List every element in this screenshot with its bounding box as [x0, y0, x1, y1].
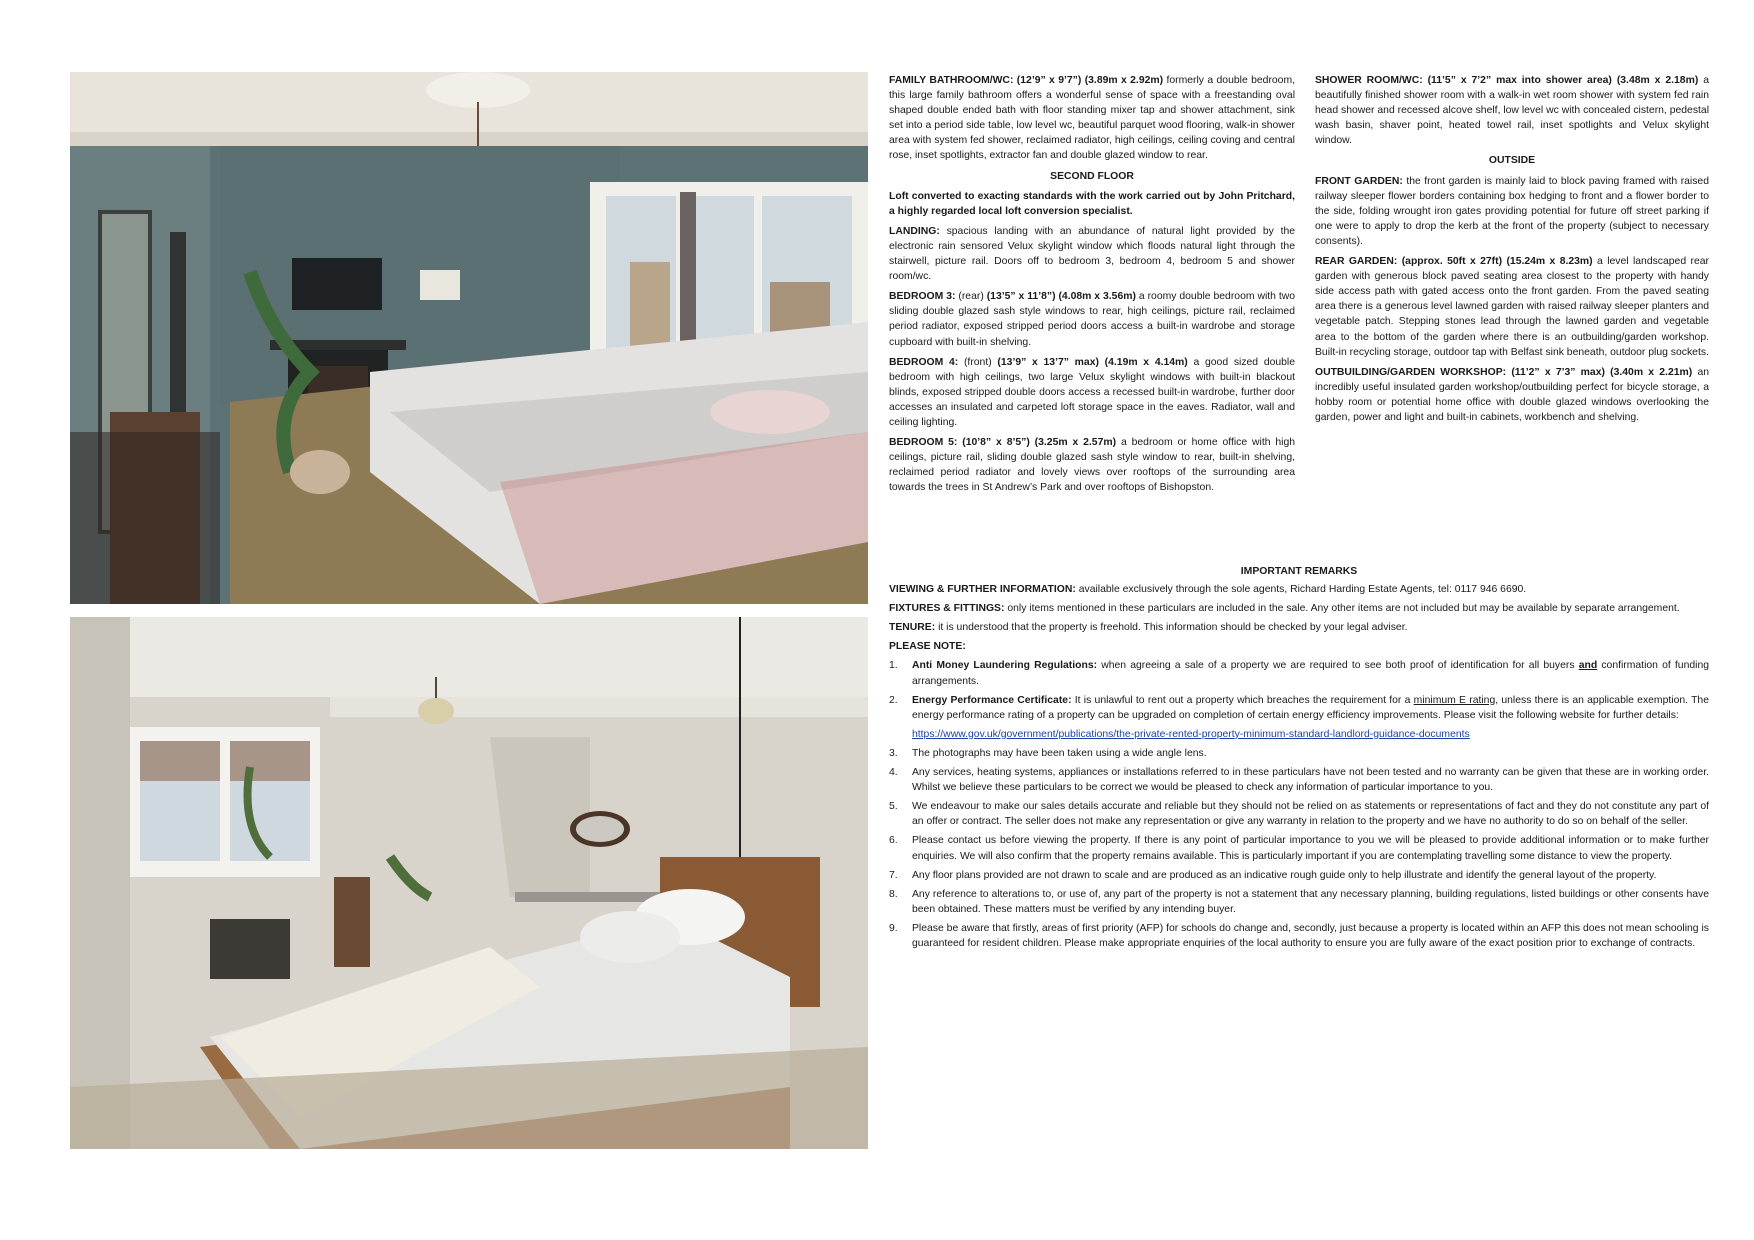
note-text: Any reference to alterations to, or use of, any part of the property is not a statement that any necessary planning, building regulations, listed buildings or other consents have been obtained. These matters must be verified by any intending buyer. [912, 888, 1709, 915]
note-underlined-text: and [1578, 660, 1598, 672]
tenure-paragraph [889, 620, 1709, 635]
text-column-right [1315, 73, 1709, 430]
note-number: 8. [889, 888, 898, 900]
bedroom5-size: (10’8” x 8’5”) (3.25m x 2.57m) [962, 437, 1117, 449]
bedroom4-size: (13’9” x 13’7” max) (4.19m x 4.14m) [997, 356, 1188, 368]
bedroom3-text: a roomy double bedroom with two sliding double glazed sash style windows to rear, high ceilings, picture rail, reclaimed period radiator, exposed stripped period doors access a built-in wardrobe and storage cupboard with built-in shelving. [889, 291, 1296, 348]
please-note-label [889, 639, 1709, 654]
text-column-left [889, 73, 1295, 500]
outside-heading: OUTSIDE [1488, 155, 1536, 167]
note-number: 2. [889, 694, 898, 706]
family-bathroom-text: formerly a double bedroom, this large family bathroom offers a wonderful sense of space with a freestanding oval shaped double ended bath with floor standing mixer tap and shower attachment, sink set into a period side table, low level wc, beautiful parquet wood flooring, walk-in shower area with system fed shower, reclaimed radiator, high ceilings, ceiling coving and central rose, inset spotlights, extractor fan and double glazed window to rear. [889, 75, 1296, 162]
note-item [889, 746, 1709, 761]
landing-label: LANDING: [889, 225, 940, 237]
note-text-continued: confirmation of funding arrangements. [912, 660, 1709, 687]
note-text: We endeavour to make our sales details accurate and reliable but they should not be relied on as statements or representations of fact and they do not constitute any part of an offer or contract. The seller does not make any representation or give any warranty in relation to the property and we have no authority to do so on behalf of the seller. [912, 801, 1709, 828]
bedroom3-size: (13’5” x 11’8”) (4.08m x 3.56m) [986, 291, 1136, 303]
family-bathroom-paragraph [889, 73, 1295, 164]
note-item [889, 833, 1709, 863]
front-garden-label: FRONT GARDEN: [1315, 175, 1403, 187]
bedroom5-label: BEDROOM 5: [889, 437, 958, 449]
bedroom4-position: (front) [963, 356, 992, 368]
viewing-text: available exclusively through the sole agents, Richard Harding Estate Agents, tel: 0117 946 6690. [1078, 584, 1527, 596]
notes-list [889, 658, 1709, 951]
bedroom5-paragraph [889, 435, 1295, 495]
bedroom-photo-2-image [70, 617, 868, 1149]
note-underlined-text: minimum E rating [1413, 694, 1496, 706]
second-floor-heading: SECOND FLOOR [1050, 170, 1134, 182]
note-number: 5. [889, 801, 898, 813]
note-number: 4. [889, 767, 898, 779]
note-label: Energy Performance Certificate: [912, 694, 1072, 706]
note-number: 6. [889, 835, 898, 847]
family-bathroom-size: (12’9” x 9’7”) (3.89m x 2.92m) [1016, 75, 1164, 86]
rear-garden-label: REAR GARDEN: [1315, 256, 1398, 268]
note-number: 7. [889, 869, 898, 881]
note-number: 1. [889, 660, 898, 672]
note-number: 3. [889, 747, 898, 759]
workshop-label: OUTBUILDING/GARDEN WORKSHOP: [1315, 366, 1507, 378]
note-text-continued: , unless there is an applicable exemption. The energy performance rating of a property can be upgraded on completion of certain energy efficiency improvements. Please visit the following website for further details: [912, 694, 1709, 721]
rear-garden-size: (approx. 50ft x 27ft) (15.24m x 8.23m) [1401, 256, 1593, 268]
tenure-text: it is understood that the property is freehold. This information should be checked by your legal adviser. [938, 622, 1408, 634]
please-note-text: PLEASE NOTE: [889, 641, 966, 653]
note-item [889, 693, 1709, 742]
note-item [889, 868, 1709, 883]
note-text: Please contact us before viewing the property. If there is any point of particular importance to you we will be pleased to provide additional information or to make further enquiries. We will also confirm that the property remains available. This is particularly important if you are contemplating travelling some distance to view the property. [912, 835, 1709, 862]
landing-text: spacious landing with an abundance of natural light provided by the electronic rain sensored Velux skylight window which floods natural light through the stairwell, picture rail. Doors off to bedroom 3, bedroom 4, bedroom 5 and shower room/wc. [889, 225, 1296, 283]
bedroom4-label: BEDROOM 4: [889, 356, 959, 368]
bedroom-photo-2 [70, 617, 868, 1149]
rear-garden-paragraph [1315, 254, 1709, 360]
landing-paragraph [889, 224, 1295, 284]
fixtures-text: only items mentioned in these particulars are included in the sale. Any other items are not included but may be available by separate arrangement. [1007, 603, 1680, 615]
rear-garden-text: a level landscaped rear garden with generous block paved seating area closest to the property with handy side access path with gated access onto the front garden. From the paved seating area there is a generous level lawned garden with raised railway sleeper planters and vegetable patch. Stepping stones lead through the lawned garden and vegetable area to the bottom of the garden where there is an outbuilding/garden workshop. Built-in recycling storage, outdoor tap with Belfast sink beneath, outdoor plug sockets. [1315, 256, 1709, 358]
shower-room-text: a beautifully finished shower room with a walk-in wet room shower with system fed rain head shower and recessed alcove shelf, low level wc with concealed cistern, pedestal wash basin, shaver point, heated towel rail, inset spotlights and Velux skylight window. [1315, 75, 1709, 147]
note-item [889, 921, 1709, 951]
second-floor-intro: Loft converted to exacting standards with the work carried out by John Pritchard, a highly regarded local loft conversion specialist. [889, 190, 1295, 217]
viewing-label: VIEWING & FURTHER INFORMATION: [889, 584, 1076, 596]
fixtures-paragraph [889, 601, 1709, 616]
front-garden-text: the front garden is mainly laid to block paving framed with raised railway sleeper flower borders containing box hedging to front and a flower border to the side, folding wrought iron gates providing potential for future off street parking if one were to apply to drop the kerb at the front of the property (subject to necessary consents). [1315, 175, 1709, 247]
tenure-label: TENURE: [889, 622, 936, 634]
shower-room-paragraph [1315, 73, 1709, 148]
note-item [889, 799, 1709, 829]
workshop-size: (11’2” x 7’3” max) (3.40m x 2.21m) [1511, 366, 1693, 378]
note-text: when agreeing a sale of a property we are required to see both proof of identification for all buyers [1101, 660, 1575, 672]
workshop-text: an incredibly useful insulated garden workshop/outbuilding perfect for bicycle storage, a hobby room or potential home office with double glazed windows overlooking the garden, power and light and built-in cabinets, workbench and shelving. [1315, 366, 1709, 423]
bedroom3-paragraph [889, 289, 1295, 349]
bedroom-photo-1-image [70, 72, 868, 604]
bedroom-photo-1 [70, 72, 868, 604]
shower-room-label: SHOWER ROOM/WC: [1315, 75, 1423, 86]
bedroom4-text: a good sized double bedroom with high ceilings, two large Velux skylight windows with built-in blackout blinds, exposed stripped double doors access a recessed built-in wardrobe, further door accesses an insulated and carpeted loft storage space in the eaves. Radiator, wall and ceiling lighting. [889, 356, 1296, 428]
shower-room-size: (11’5” x 7’2” max into shower area) (3.48m x 2.18m) [1427, 75, 1699, 86]
note-text: It is unlawful to rent out a property which breaches the requirement for a [1074, 694, 1411, 706]
note-text: Any services, heating systems, appliances or installations referred to in these particulars have not been tested and no warranty can be given that these are in working order. Whilst we believe these particulars to be correct we would be pleased to check any information of particular importance to you. [912, 767, 1709, 794]
important-remarks-section [889, 564, 1709, 955]
front-garden-paragraph [1315, 174, 1709, 249]
note-item [889, 887, 1709, 917]
bedroom5-text: a bedroom or home office with high ceilings, picture rail, sliding double glazed sash style window to rear, built-in shelving, reclaimed period radiator and lovely views over rooftops of the surrounding area towards the trees in St Andrew’s Park and over rooftops of Bishopston. [889, 437, 1296, 494]
bedroom3-label: BEDROOM 3: [889, 291, 956, 303]
note-text: The photographs may have been taken using a wide angle lens. [912, 747, 1207, 759]
note-number: 9. [889, 922, 898, 934]
workshop-paragraph [1315, 365, 1709, 425]
family-bathroom-label: FAMILY BATHROOM/WC: [889, 75, 1014, 86]
note-item [889, 658, 1709, 688]
important-remarks-title: IMPORTANT REMARKS [1240, 566, 1358, 577]
fixtures-label: FIXTURES & FITTINGS: [889, 603, 1005, 615]
note-text: Please be aware that firstly, areas of first priority (AFP) for schools do change and, secondly, just because a property is located within an AFP this does not mean schooling is guaranteed for resident children. Please make appropriate enquiries of the local authority to ensure you are fully aware of the exact position prior to exchange of contracts. [912, 922, 1709, 949]
note-text: Any floor plans provided are not drawn to scale and are produced as an indicative rough guide only to help illustrate and identify the general layout of the property. [912, 869, 1657, 881]
bedroom3-position: (rear) [958, 291, 984, 303]
note-item [889, 765, 1709, 795]
gov-uk-guidance-link[interactable]: https://www.gov.uk/government/publications/the-private-rented-property-minimum-standard-landlord-guidance-documents [912, 728, 1470, 740]
note-label: Anti Money Laundering Regulations: [912, 660, 1098, 672]
viewing-paragraph [889, 582, 1709, 597]
bedroom4-paragraph [889, 355, 1295, 430]
